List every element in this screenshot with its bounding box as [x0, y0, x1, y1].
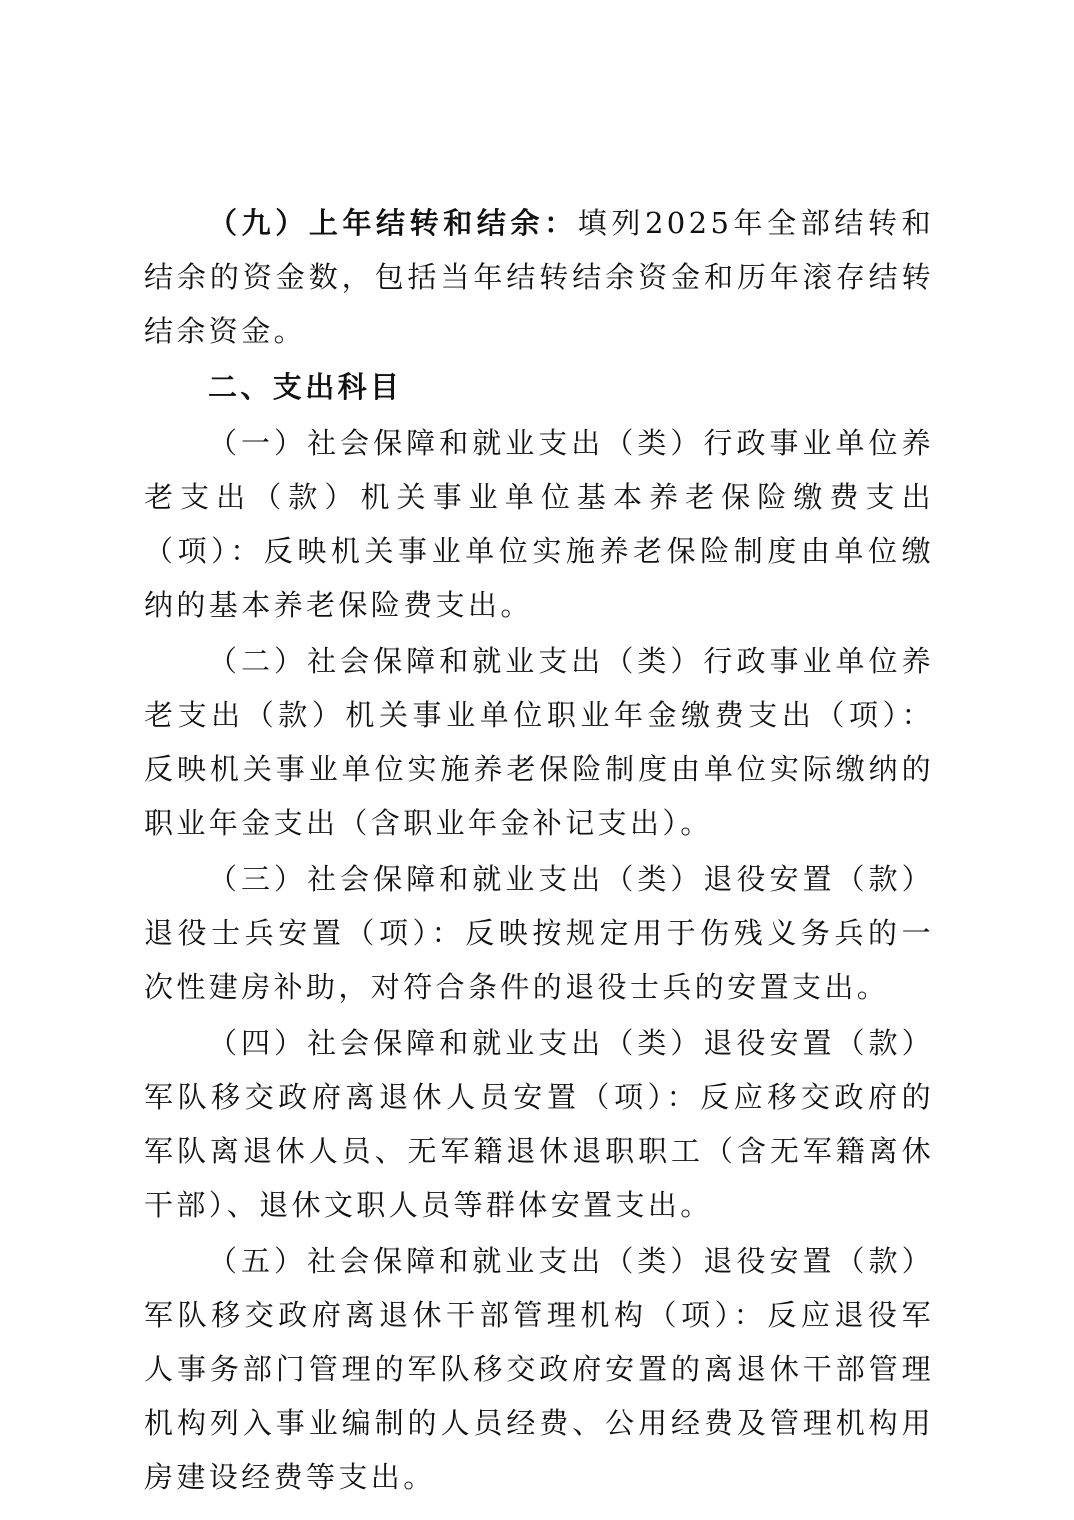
section-two-heading: 二、支出科目 [208, 370, 403, 404]
section-nine-text: 填列2025年全部结转和结余的资金数，包括当年结转结余资金和历年滚存结转结余资金。 [144, 206, 934, 348]
paragraph-item-4: （四）社会保障和就业支出（类）退役安置（款） 军队移交政府离退休人员安置（项）：反应移交政府的军队离退休人员、无军籍退休退职职工（含无军籍离休干部）、退休文职人员等群体安置支出。 [144, 1026, 934, 1222]
paragraph-item-5: （五）社会保障和就业支出（类）退役安置（款） 军队移交政府离退休干部管理机构（项）：反应退役军人事务部门管理的军队移交政府安置的离退休干部管理机构列入事业编制的人员经费、公用经费及管理机构用房建设经费等支出。 [144, 1244, 934, 1494]
paragraph-item-2: （二）社会保障和就业支出（类）行政事业单位养老支出（款）机关事业单位职业年金缴费支出（项）：反映机关事业单位实施养老保险制度由单位实际缴纳的职业年金支出（含职业年金补记支出）。 [144, 644, 934, 840]
paragraph-item-1: （一）社会保障和就业支出（类）行政事业单位养老支出（款）机关事业单位基本养老保险缴费支出（项）：反映机关事业单位实施养老保险制度由单位缴纳的基本养老保险费支出。 [144, 426, 934, 622]
document-body [144, 196, 934, 1504]
paragraph-section-nine [144, 196, 934, 358]
paragraph-item-3: （三）社会保障和就业支出（类）退役安置（款）退役士兵安置（项）：反映按规定用于伤残义务兵的一次性建房补助，对符合条件的退役士兵的安置支出。 [144, 862, 934, 1004]
section-nine-label: （九）上年结转和结余： [208, 206, 578, 240]
